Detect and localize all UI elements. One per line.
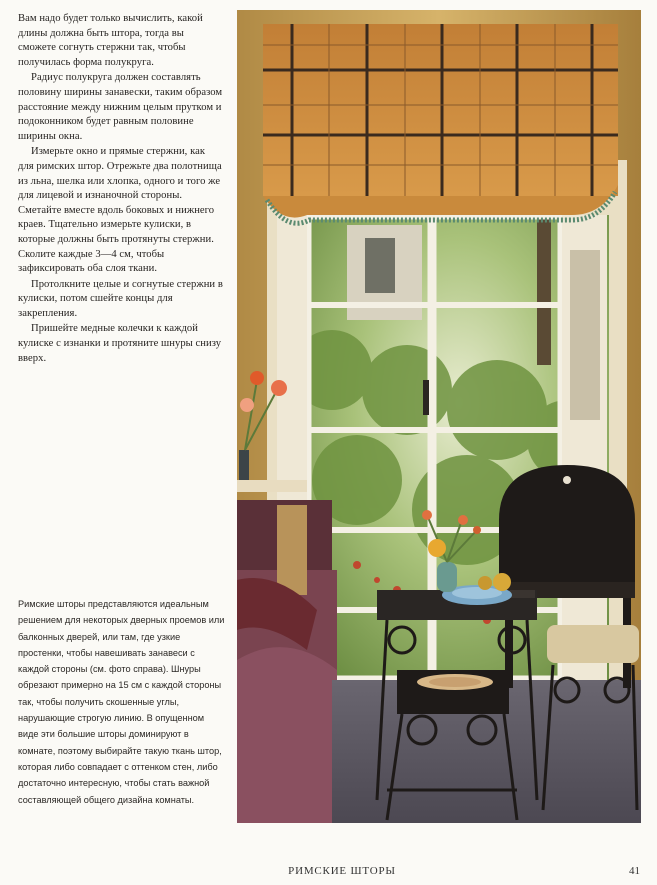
body-paragraph-2: Радиус полукруга должен составлять половину ширины занавески, таким образом расстояние между нижним целым прутком и подоконником будет равным половине ширины окна.	[18, 72, 223, 142]
sofa	[237, 500, 337, 823]
window-sill	[237, 480, 307, 492]
body-text-column	[18, 12, 223, 366]
body-paragraph-3: Измерьте окно и прямые стержни, как для римских штор. Отрежьте два полотнища из льна, шелка или хлопка, одного и того же для лицевой и изнаночной стороны. Сметайте вместе вдоль боковых и нижнего краев. Тщательно измерьте кулиски, в которые должны быть протянуты стержни. Сколите каждые 3—4 см, чтобы зафиксировать оба слоя ткани.	[18, 146, 222, 275]
body-paragraph-5: Пришейте медные колечки к каждой кулиске с изнанки и протяните шнуры снизу вверх.	[18, 323, 222, 364]
running-footer-title: РИМСКИЕ ШТОРЫ	[288, 865, 396, 877]
interior-photo	[237, 10, 641, 823]
neighbor-window	[365, 238, 395, 293]
body-paragraph-1: Вам надо будет только вычислить, какой длины должна быть штора, тогда вы сможете согнуть стержни так, чтобы получилась форма полукруга.	[18, 13, 203, 68]
interior-photo-illustration	[237, 10, 641, 823]
page-number: 41	[629, 865, 640, 877]
side-door-glass	[570, 250, 600, 420]
body-paragraph-4: Протолкните целые и согнутые стержни в кулиски, потом сшейте концы для закрепления.	[18, 278, 223, 319]
photo-caption: Римские шторы представляются идеальным решением для некоторых дверных проемов или балконных дверей, или там, где узкие простенки, чтобы навешивать занавеси с каждой стороны (см. фото справа). Шнуры обрезают примерно на 15 см с каждой стороны так, чтобы получить скошенные углы, нарушающие строгую линию. В опущенном виде эти большие шторы доминируют в комнате, поэтому выбирайте такую ткань штор, которая либо совпадает с оттенком стен, либо достаточно интересную, чтобы стать важной составляющей общего дизайна комнаты.	[18, 599, 225, 805]
tree-trunk	[537, 215, 551, 365]
door-handle	[423, 380, 429, 415]
